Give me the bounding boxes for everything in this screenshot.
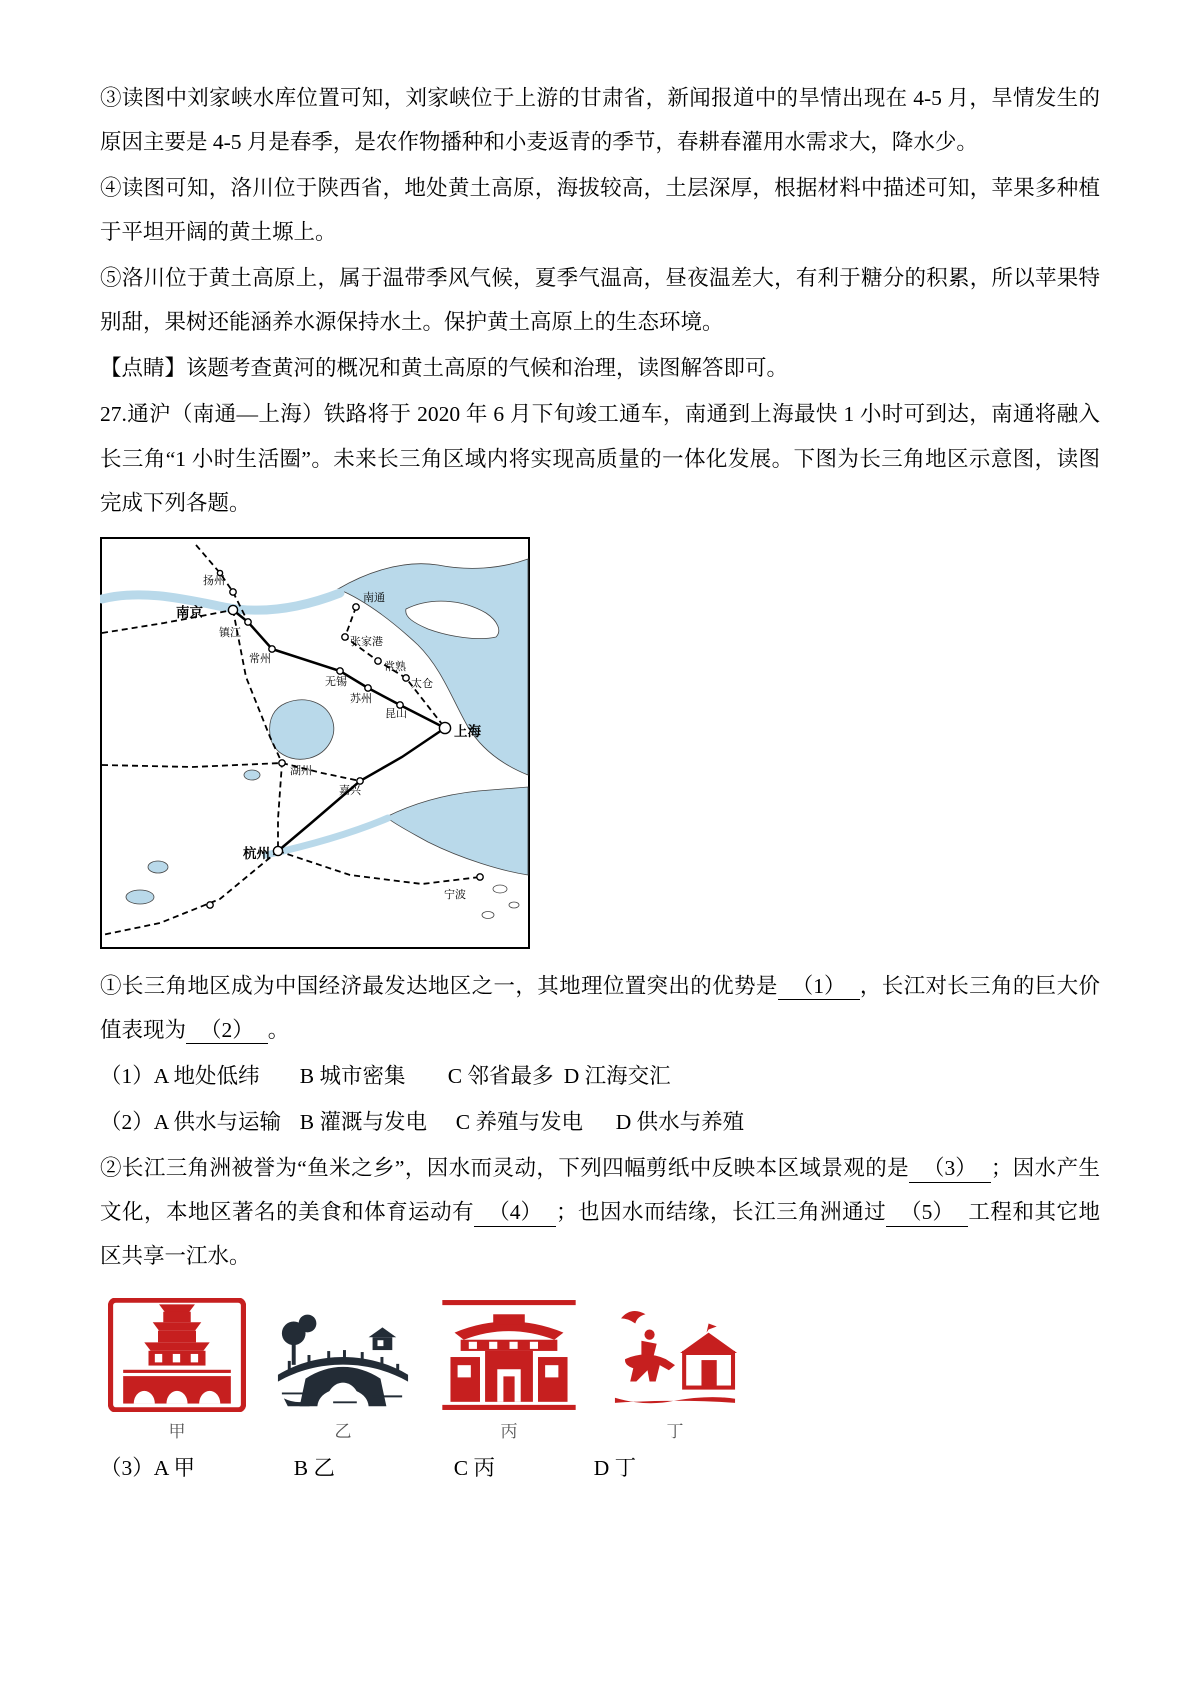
explanation-5: ⑤洛川位于黄土高原上，属于温带季风气候，夏季气温高，昼夜温差大，有利于糖分的积累，所以苹果特别甜，果树还能涵养水源保持水土。保护黄土高原上的生态环境。: [100, 266, 1100, 335]
options-row-1: [100, 1054, 1100, 1098]
option-3b: B 乙: [293, 1456, 335, 1481]
options-1-label: （1）: [100, 1063, 154, 1088]
sub1-text-2: ，长江对长三角的巨大价值表现为: [100, 973, 1100, 1042]
yangtze-delta-map: [100, 537, 1100, 954]
explanation-4: ④读图可知，洛川位于陕西省，地处黄土高原，海拔较高，土层深厚，根据材料中描述可知，苹果多种植于平坦开阔的黄土塬上。: [100, 176, 1100, 245]
papercut-jia: [108, 1298, 246, 1442]
blank-5: （5）: [886, 1200, 968, 1227]
option-3d: D 丁: [593, 1456, 637, 1481]
delta-map-svg: [100, 537, 530, 949]
tip-note: 【点睛】该题考查黄河的概况和黄土高原的气候和治理，读图解答即可。: [100, 356, 789, 381]
papercut-jia-image: [108, 1298, 246, 1412]
city-marker-jiaxing: [357, 777, 363, 783]
city-marker-yangzhou: [230, 588, 236, 594]
city-label-ningbo: 宁波: [444, 888, 466, 901]
sub2-text-1: ②长江三角洲被誉为“鱼米之乡”，因水而灵动，下列四幅剪纸中反映本区域景观的是: [100, 1155, 910, 1180]
city-label-kunshan: 昆山: [385, 707, 407, 720]
option-2c: C 养殖与发电: [455, 1109, 583, 1134]
option-1d: D 江海交汇: [563, 1063, 671, 1088]
option-1b: B 城市密集: [299, 1063, 406, 1088]
options-2-label: （2）: [100, 1109, 154, 1134]
option-3a: A 甲: [153, 1456, 195, 1481]
sub1-text-1: ①长三角地区成为中国经济最发达地区之一，其地理位置突出的优势是: [100, 973, 778, 998]
city-label-taicang: 太仓: [411, 677, 433, 690]
papercut-bing-image: [440, 1298, 578, 1412]
sub-question-1: [100, 964, 1100, 1052]
sub1-text-3: 。: [267, 1017, 290, 1042]
city-marker-changshu: [375, 657, 381, 663]
sub2-text-4: 工程和其它地区共享一江水。: [100, 1199, 1100, 1268]
city-marker-ningbo: [477, 873, 483, 879]
sub-question-2: [100, 1146, 1100, 1278]
papercut-ding-image: [606, 1298, 744, 1412]
city-label-hangzhou: 杭州: [243, 845, 270, 861]
option-2d: D 供水与养殖: [615, 1109, 745, 1134]
city-label-changshu: 常熟: [384, 660, 406, 673]
sub2-text-3: ；也因水而结缘，长江三角洲通过: [555, 1199, 887, 1224]
options-row-2: [100, 1100, 1100, 1144]
city-label-changzhou: 常州: [249, 652, 271, 665]
option-3c: C 丙: [453, 1456, 495, 1481]
papercut-yi: [274, 1298, 412, 1442]
option-2a: A 供水与运输: [153, 1109, 281, 1134]
city-label-suzhou: 苏州: [350, 692, 372, 705]
city-marker-taicang: [403, 674, 409, 680]
city-marker-shanghai: [439, 722, 450, 733]
city-marker-zhenjiang: [245, 618, 251, 624]
blank-2: （2）: [186, 1018, 268, 1045]
sub2-text-2: ；因水产生文化，本地区著名的美食和体育运动有: [100, 1155, 1100, 1224]
papercut-label-jia: 甲: [168, 1422, 186, 1442]
city-label-huzhou: 湖州: [290, 764, 312, 777]
city-marker-wuxi: [337, 667, 343, 673]
blank-3: （3）: [909, 1156, 991, 1183]
blank-4: （4）: [474, 1200, 556, 1227]
city-label-nanjing: 南京: [176, 604, 203, 620]
city-label-yangzhou: 扬州: [203, 574, 225, 587]
options-row-3: [100, 1446, 1100, 1490]
options-3-label: （3）: [100, 1456, 154, 1481]
question-27-intro: 27.通沪（南通—上海）铁路将于 2020 年 6 月下旬竣工通车，南通到上海最快 1 小时可到达，南通将融入长三角“1 小时生活圈”。未来长三角区域内将实现高质量的一体化发展。下图为长三角地区示意图，读图完成下列各题。: [100, 402, 1100, 515]
city-marker-huzhou: [279, 759, 285, 765]
city-label-nantong: 南通: [363, 591, 385, 604]
papercut-images: [108, 1298, 1100, 1442]
city-label-jiaxing: 嘉兴: [339, 784, 361, 797]
city-label-zhangjiagang: 张家港: [350, 635, 383, 648]
city-label-shanghai: 上海: [454, 723, 481, 739]
city-marker-nantong: [353, 603, 359, 609]
blank-1: （1）: [778, 974, 860, 1001]
city-marker-changzhou: [269, 645, 275, 651]
papercut-yi-image: [274, 1298, 412, 1412]
papercut-label-ding: 丁: [666, 1422, 684, 1442]
option-1a: A 地处低纬: [153, 1063, 260, 1088]
option-2b: B 灌溉与发电: [299, 1109, 427, 1134]
station-marker-southwest: [207, 901, 213, 907]
city-marker-suzhou: [365, 684, 371, 690]
city-marker-hangzhou: [273, 846, 282, 855]
explanation-3: ③读图中刘家峡水库位置可知，刘家峡位于上游的甘肃省，新闻报道中的旱情出现在 4-5 月，旱情发生的原因主要是 4-5 月是春季，是农作物播种和小麦返青的季节，春耕春灌用水需求大，降水少。: [100, 86, 1100, 155]
papercut-ding: [606, 1298, 744, 1442]
option-1c: C 邻省最多: [447, 1063, 554, 1088]
papercut-bing: [440, 1298, 578, 1442]
city-label-zhenjiang: 镇江: [219, 626, 241, 639]
city-label-wuxi: 无锡: [325, 675, 347, 688]
papercut-label-bing: 丙: [500, 1422, 518, 1442]
papercut-label-yi: 乙: [334, 1422, 352, 1442]
city-marker-nanjing: [228, 605, 237, 614]
city-marker-zhangjiagang: [342, 633, 348, 639]
